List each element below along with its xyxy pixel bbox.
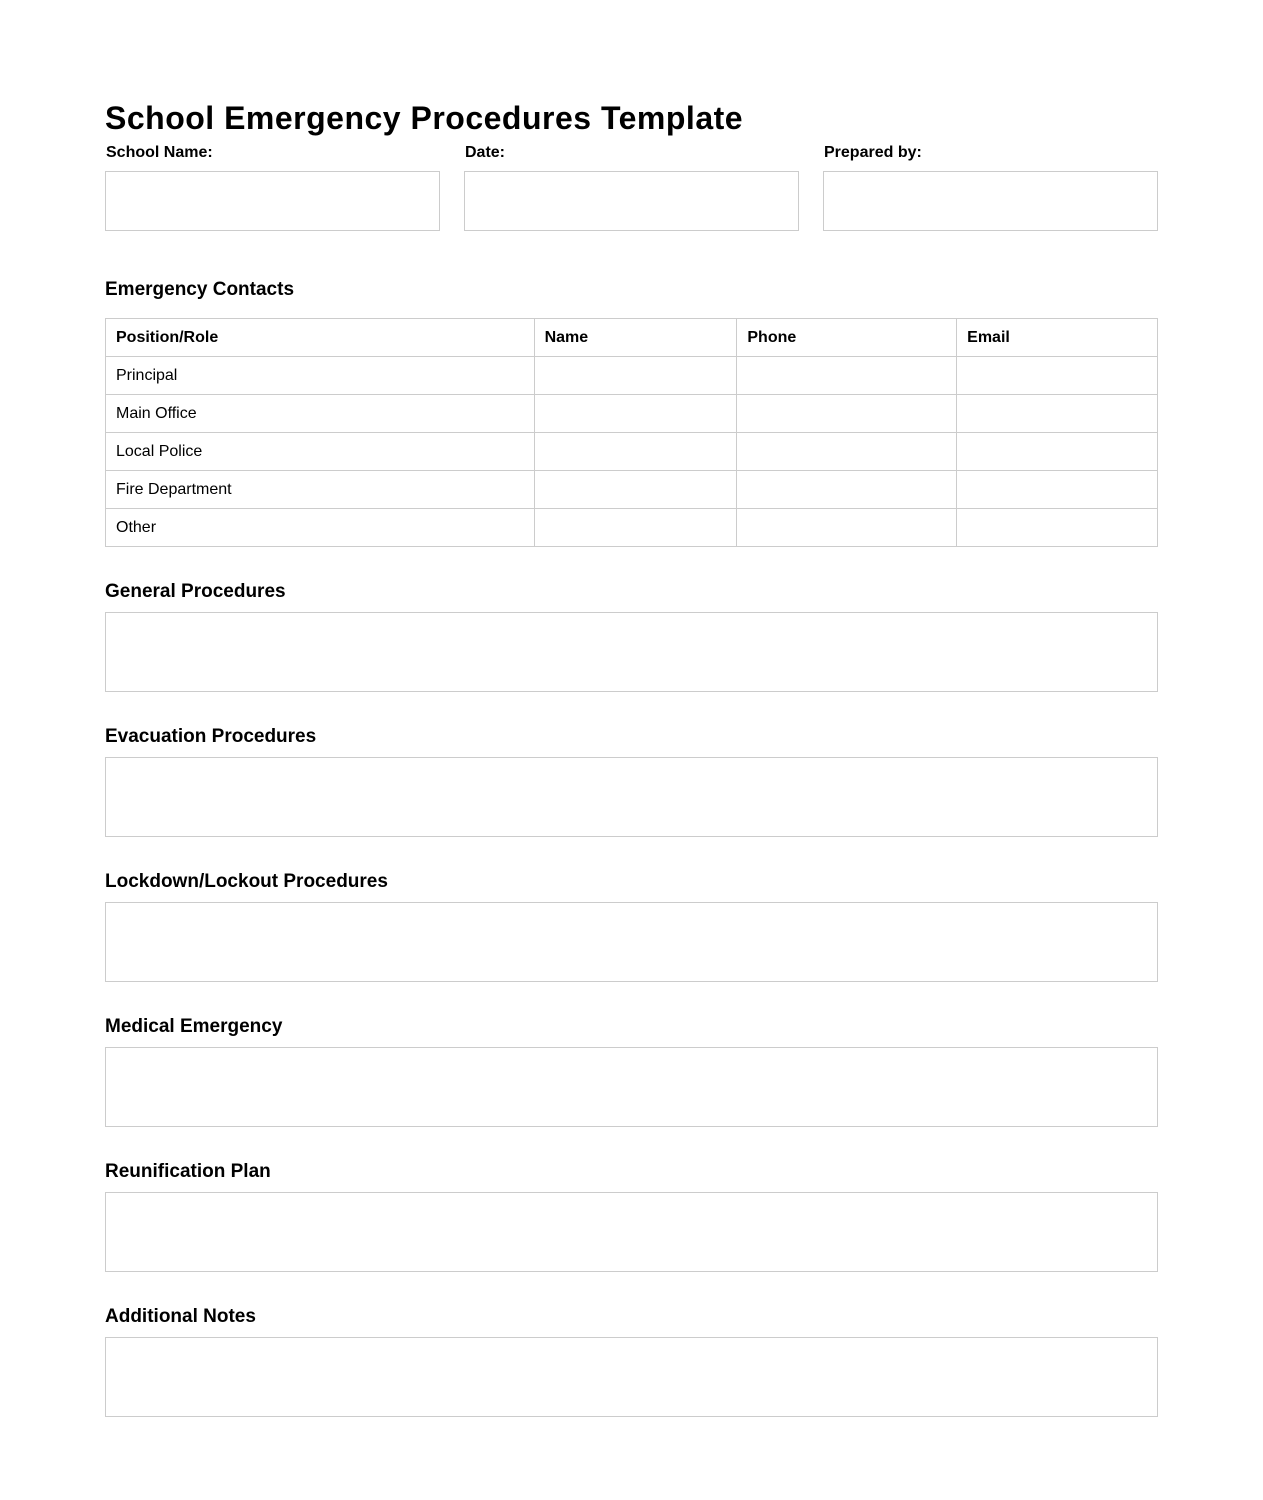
emergency-contacts-heading: Emergency Contacts [105, 279, 295, 300]
position-cell: Local Police [106, 433, 535, 471]
evacuation-procedures-section [105, 726, 1158, 837]
name-cell[interactable] [534, 395, 737, 433]
position-cell: Other [106, 509, 535, 547]
prepared-by-input[interactable] [823, 171, 1158, 231]
name-cell[interactable] [534, 433, 737, 471]
phone-cell[interactable] [737, 357, 957, 395]
evacuation-procedures-textarea[interactable] [105, 757, 1158, 837]
additional-notes-section [105, 1306, 1158, 1417]
phone-cell[interactable] [737, 433, 957, 471]
column-header-position: Position/Role [106, 319, 535, 357]
name-cell[interactable] [534, 357, 737, 395]
document-page [105, 98, 1158, 1327]
general-procedures-section [105, 581, 1158, 692]
additional-notes-heading: Additional Notes [105, 1306, 256, 1327]
email-cell[interactable] [957, 471, 1158, 509]
prepared-by-field [823, 144, 1158, 231]
email-cell[interactable] [957, 509, 1158, 547]
reunification-plan-heading: Reunification Plan [105, 1161, 271, 1182]
date-label: Date: [465, 144, 506, 161]
evacuation-procedures-heading: Evacuation Procedures [105, 726, 317, 747]
lockdown-procedures-heading: Lockdown/Lockout Procedures [105, 871, 388, 892]
position-cell: Fire Department [106, 471, 535, 509]
position-cell: Principal [106, 357, 535, 395]
medical-emergency-heading: Medical Emergency [105, 1016, 283, 1037]
date-input[interactable] [464, 171, 799, 231]
lockdown-procedures-textarea[interactable] [105, 902, 1158, 982]
page-title: School Emergency Procedures Template [105, 100, 744, 136]
column-header-email: Email [957, 319, 1158, 357]
name-cell[interactable] [534, 471, 737, 509]
table-header-row [106, 319, 1158, 357]
table-row [106, 357, 1158, 395]
phone-cell[interactable] [737, 395, 957, 433]
table-row [106, 509, 1158, 547]
header-fields [105, 144, 1158, 231]
email-cell[interactable] [957, 433, 1158, 471]
reunification-plan-textarea[interactable] [105, 1192, 1158, 1272]
table-row [106, 395, 1158, 433]
reunification-plan-section [105, 1161, 1158, 1272]
additional-notes-textarea[interactable] [105, 1337, 1158, 1417]
column-header-phone: Phone [737, 319, 957, 357]
medical-emergency-textarea[interactable] [105, 1047, 1158, 1127]
emergency-contacts-table [105, 318, 1158, 547]
table-row [106, 433, 1158, 471]
prepared-by-label: Prepared by: [824, 144, 922, 161]
date-field [464, 144, 799, 231]
school-name-label: School Name: [106, 144, 213, 161]
phone-cell[interactable] [737, 471, 957, 509]
lockdown-procedures-section [105, 871, 1158, 982]
email-cell[interactable] [957, 395, 1158, 433]
name-cell[interactable] [534, 509, 737, 547]
school-name-input[interactable] [105, 171, 440, 231]
general-procedures-textarea[interactable] [105, 612, 1158, 692]
phone-cell[interactable] [737, 509, 957, 547]
position-cell: Main Office [106, 395, 535, 433]
table-row [106, 471, 1158, 509]
column-header-name: Name [534, 319, 737, 357]
school-name-field [105, 144, 440, 231]
medical-emergency-section [105, 1016, 1158, 1127]
general-procedures-heading: General Procedures [105, 581, 286, 602]
emergency-contacts-section [105, 279, 1158, 547]
email-cell[interactable] [957, 357, 1158, 395]
